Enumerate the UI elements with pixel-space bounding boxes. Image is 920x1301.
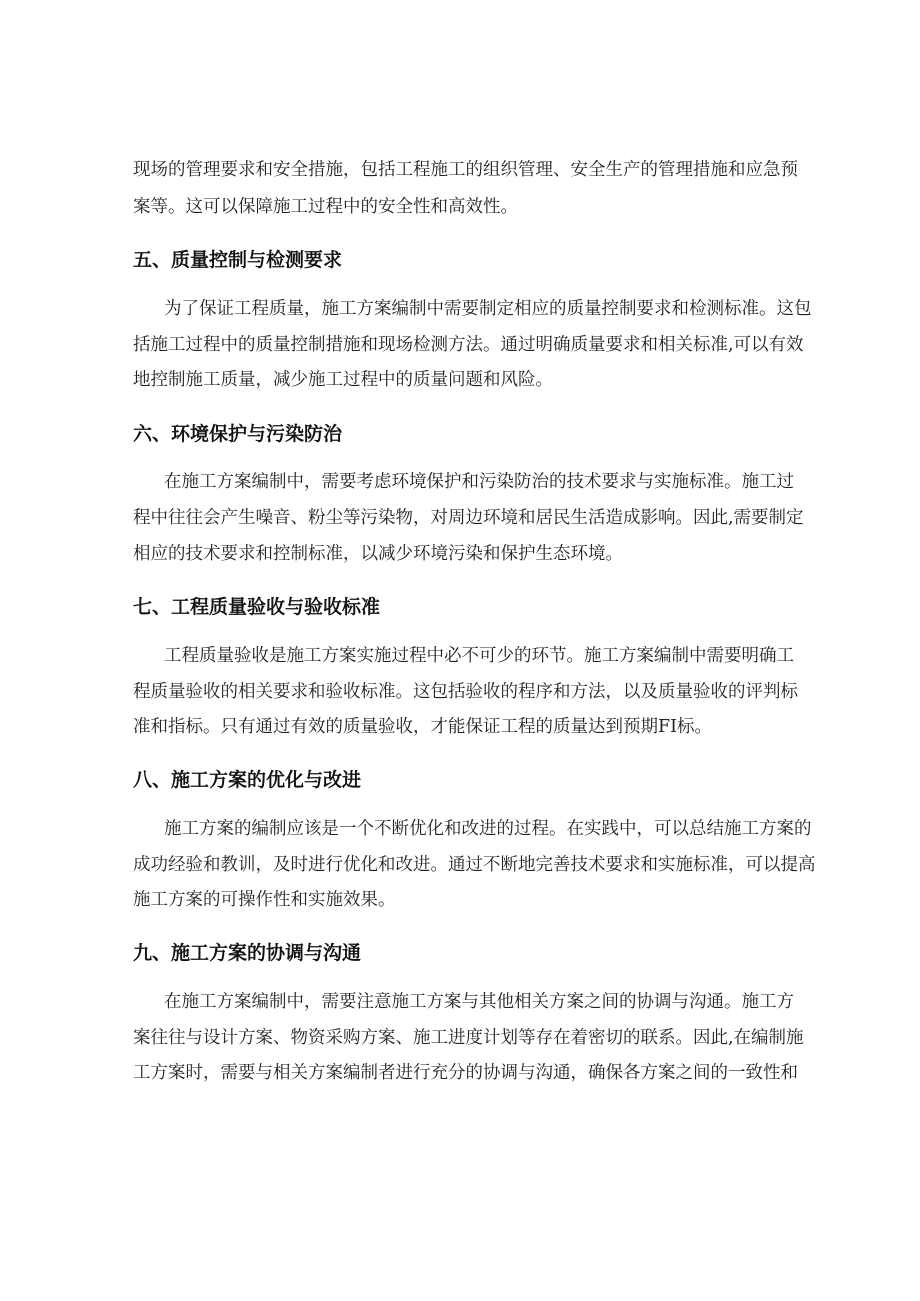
section-7-line-1: 工程质量验收是施工方案实施过程中必不可少的环节。施工方案编制中需要明确工 xyxy=(164,646,794,666)
intro-line-1: 现场的管理要求和安全措施，包括工程施工的组织管理、安全生产的管理措施和应急预 xyxy=(133,160,798,180)
section-6-line-1: 在施工方案编制中，需要考虑环境保护和污染防治的技术要求与实施标准。施工过 xyxy=(164,472,794,492)
section-9-line-1: 在施工方案编制中，需要注意施工方案与其他相关方案之间的协调与沟通。施工方 xyxy=(164,992,794,1012)
section-5-line-3: 地控制施工质量，减少施工过程中的质量问题和风险。 xyxy=(133,370,553,390)
section-5-heading: 五、质量控制与检测要求 xyxy=(133,249,343,271)
section-9-line-2: 案往往与设计方案、物资采购方案、施工进度计划等存在着密切的联系。因此,在编制施 xyxy=(133,1028,804,1048)
section-6-line-3: 相应的技术要求和控制标准，以减少环境污染和保护生态环境。 xyxy=(133,544,623,564)
section-8-heading: 八、施工方案的优化与改进 xyxy=(133,769,362,791)
section-6-heading: 六、环境保护与污染防治 xyxy=(133,423,343,445)
section-8-line-1: 施工方案的编制应该是一个不断优化和改进的过程。在实践中，可以总结施工方案的 xyxy=(164,819,812,839)
section-5-line-1: 为了保证工程质量，施工方案编制中需要制定相应的质量控制要求和检测标准。这包 xyxy=(164,299,812,319)
section-9-line-3: 工方案时，需要与相关方案编制者进行充分的协调与沟通，确保各方案之间的一致性和 xyxy=(133,1063,798,1083)
section-7-heading: 七、工程质量验收与验收标准 xyxy=(133,596,381,618)
section-9-heading: 九、施工方案的协调与沟通 xyxy=(133,942,362,964)
section-5-line-2: 括施工过程中的质量控制措施和现场检测方法。通过明确质量要求和相关标准,可以有效 xyxy=(133,335,804,355)
section-7-line-2: 程质量验收的相关要求和验收标准。这包括验收的程序和方法，以及质量验收的评判标 xyxy=(133,682,798,702)
section-8-line-2: 成功经验和教训，及时进行优化和改进。通过不断地完善技术要求和实施标准，可以提高 xyxy=(133,855,816,875)
section-8-line-3: 施工方案的可操作性和实施效果。 xyxy=(133,890,396,910)
section-7-line-3: 准和指标。只有通过有效的质量验收，才能保证工程的质量达到预期FI标。 xyxy=(133,717,713,737)
intro-line-2: 案等。这可以保障施工过程中的安全性和高效性。 xyxy=(133,197,518,217)
section-6-line-2: 程中往往会产生噪音、粉尘等污染物，对周边环境和居民生活造成影响。因此,需要制定 xyxy=(133,508,804,528)
